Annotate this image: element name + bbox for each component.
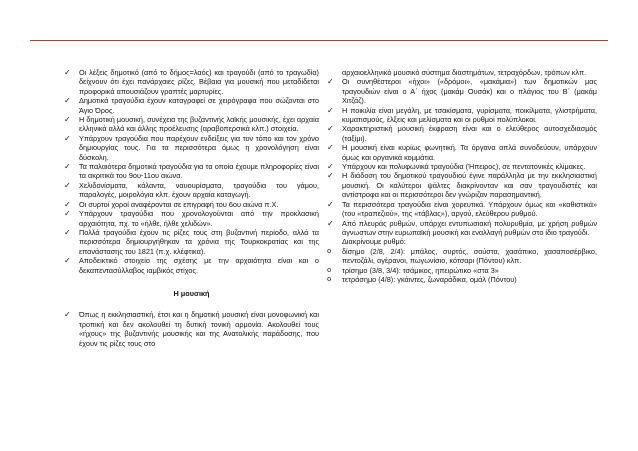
checkmark-icon: ✓ bbox=[327, 77, 334, 87]
list-item: ✓ Η ποικιλία είναι μεγάλη, με τσακίσματα, γυρίσματα, ποικίλματα, γλιστρήματα, κυματισμούς, έλξεις και μελίσματα και οι ρυθμοί πολύπλοκοι. bbox=[327, 105, 597, 125]
section-heading: Η μουσική bbox=[173, 288, 210, 298]
header-rule bbox=[30, 40, 608, 41]
list-item: ✓ Η μουσική είναι κυρίως φωνητική. Τα όργανα απλά συνοδεύουν, υπάρχουν όμως και οργανικά κομμάτια. bbox=[327, 143, 597, 162]
list-item: ✓ Η διάδοση του δημοτικού τραγουδιού έγινε παράλληλα με την εκκλησιαστική μουσική. Οι καλύτεροι ψάλτες διακρίνονταν και σαν τραγουδιστές και αντίστροφα και οι περισσότεροι δεν γνώριζαν παρασημαντική. bbox=[327, 171, 597, 200]
checkmark-icon: ✓ bbox=[327, 124, 334, 134]
list-item: ✓ Οι λέξεις δημοτικό (από το δήμος=λαός) και τραγούδι (από το τραγωδία) δείχνουν ότι έχει πανάρχαιες ρίζες. Βέβαια για μουσική που μεταδίδεται προφορικά απουσιάζουν γραπτές μαρτυρίες. bbox=[64, 68, 319, 96]
circle-bullet-icon: o bbox=[327, 247, 332, 256]
rhythm-item: o τετράσημο (4/8): γκάιντες, ζωναράδικα, ομάλ (Πόντου) bbox=[327, 274, 517, 284]
checkmark-icon: ✓ bbox=[64, 310, 71, 320]
left-column bbox=[64, 68, 319, 348]
list-item: ✓ Τα περισσότερα τραγούδια είναι χορευτικά. Υπάρχουν όμως και «καθιστικά» (του «τραπεζιού», της «τάβλας»), αργού, ελεύθερου ρυθμού. bbox=[327, 199, 597, 219]
list-item: ✓ Υπάρχουν τραγούδια που χρονολογούνται από την προκλασική αρχαιότητα, πχ. το «ήλθε, ήλθε χελιδών». bbox=[64, 209, 319, 228]
circle-bullet-icon: o bbox=[327, 275, 332, 284]
checkmark-icon: ✓ bbox=[327, 199, 334, 209]
checkmark-icon: ✓ bbox=[64, 68, 71, 77]
checkmark-icon: ✓ bbox=[64, 256, 71, 266]
checkmark-icon: ✓ bbox=[64, 96, 71, 106]
list-item: ✓ Δημοτικά τραγούδια έχουν καταγραφεί σε χειρόγραφα που σώζονται στο Άγιο Όρος. bbox=[64, 96, 319, 115]
checkmark-icon: ✓ bbox=[64, 209, 71, 219]
right-column bbox=[327, 68, 597, 284]
checkmark-icon: ✓ bbox=[64, 115, 71, 125]
rhythm-intro: Διακρίνουμε ρυθμό: bbox=[342, 237, 406, 247]
checkmark-icon: ✓ bbox=[327, 105, 334, 115]
continued-text: αρχαιοελληνικό μουσικό σύστημα διαστημάτων, τετραχόρδων, τρόπων κλπ. bbox=[342, 68, 587, 77]
list-item: ✓ Χαρακτηριστική μουσική έκφραση είναι και ο ελεύθερος αυτοσχεδιασμός (ταξίμι). bbox=[327, 124, 597, 143]
list-item: ✓ Τα παλαιότερα δημοτικά τραγούδια για τα οποία έχουμε πληροφορίες είναι τα ακριτικά του 9ου-11ου αιώνα. bbox=[64, 162, 319, 181]
rhythm-item: o τρίσημο (3/8, 3/4): τσάμικος, ηπειρώτικο «στα 3» bbox=[327, 265, 499, 275]
music-bullet-list bbox=[64, 310, 319, 348]
list-item: ✓ Υπάρχουν τραγούδια που παρέχουν ενδείξεις για τον τόπο και τον χρόνο δημιουργίας τους. Για τα περισσότερα όμως η χρονολόγηση είναι δύσκολη. bbox=[64, 133, 319, 162]
rhythm-list bbox=[327, 247, 597, 285]
right-bullet-list bbox=[327, 77, 597, 237]
list-item: ✓ Η δημοτική μουσική, συνέχεια της βυζαντινής λαϊκής μουσικής, έχει αρχαία ελληνικά αλλά και άλλης προέλευσης (αραβοπερσικά κλπ.) στοιχεία. bbox=[64, 115, 319, 134]
checkmark-icon: ✓ bbox=[64, 133, 71, 143]
rhythm-item: o δίσημο (2/8, 2/4): μπάλος, συρτός, σούστα, χασάπικο, χασαποσέρβικο, πεντοζάλι, αγέρανοι, πωγωνίσιο, κότσαρι (Πόντου) κλπ. bbox=[327, 246, 597, 266]
list-item: ✓ Αποδεικτικό στοιχείο της σχέσης με την αρχαιότητα είναι και ο δεκαπεντασύλλαβος ιαμβικός στίχος. bbox=[64, 256, 319, 275]
list-item: ✓ Από πλευράς ρυθμών, υπάρχει εντυπωσιακή πολυρυθμία, με χρήση ρυθμών άγνωστων στην ευρωπαϊκή μουσική και εναλλαγή ρυθμών στο ίδιο τραγούδι. bbox=[327, 218, 597, 237]
list-item: ✓ Όπως η εκκλησιαστική, έτσι και η δημοτική μουσική είναι μονοφωνική και τροπική και δεν ακολουθεί τη δυτική τονική αρμονία. Ακολουθεί τους «ήχους» της βυζαντινής μουσικής και της Ανατολικής παράδοσης, που έχουν τις ρίζες τους στο bbox=[64, 310, 319, 348]
checkmark-icon: ✓ bbox=[327, 171, 334, 181]
checkmark-icon: ✓ bbox=[64, 199, 71, 209]
list-item: ✓ Οι συνηθέστεροι «ήχοι» («δρόμοι», «μακάμια») των δημοτικών μας τραγουδιών είναι ο Α΄ ήχος (μακάμ Ουσάκ) και ο πλάγιος του Β΄ (μακάμ Χιτζάζ). bbox=[327, 77, 597, 106]
checkmark-icon: ✓ bbox=[64, 180, 71, 190]
left-bullet-list bbox=[64, 68, 319, 275]
circle-bullet-icon: o bbox=[327, 266, 332, 275]
checkmark-icon: ✓ bbox=[327, 162, 334, 172]
checkmark-icon: ✓ bbox=[327, 143, 334, 153]
list-item: ✓ Χελιδονίσματα, κάλαντα, ναυουρίσματα, τραγούδια του γάμου, παραλογές, μοιρολόγια κλπ. έχουν αρχαία καταγωγή. bbox=[64, 180, 319, 200]
checkmark-icon: ✓ bbox=[64, 227, 71, 237]
checkmark-icon: ✓ bbox=[327, 218, 334, 228]
list-item: ✓ Οι συρτοί χοροί αναφέρονται σε επιγραφή του 6ου αιώνα π.Χ. bbox=[64, 199, 279, 209]
checkmark-icon: ✓ bbox=[64, 162, 71, 172]
list-item: ✓ Υπάρχουν και πολυφωνικά τραγούδια (Ήπειρος), σε πεντατονικές κλίμακες. bbox=[327, 162, 586, 172]
list-item: ✓ Πολλά τραγούδια έχουν τις ρίζες τους στη βυζαντινή περίοδο, αλλά τα περισσότερα δημιουργήθηκαν τα χρόνια της Τουρκοκρατίας και της επανάστασης του 1821 (π.χ. κλέφτικα). bbox=[64, 227, 319, 256]
